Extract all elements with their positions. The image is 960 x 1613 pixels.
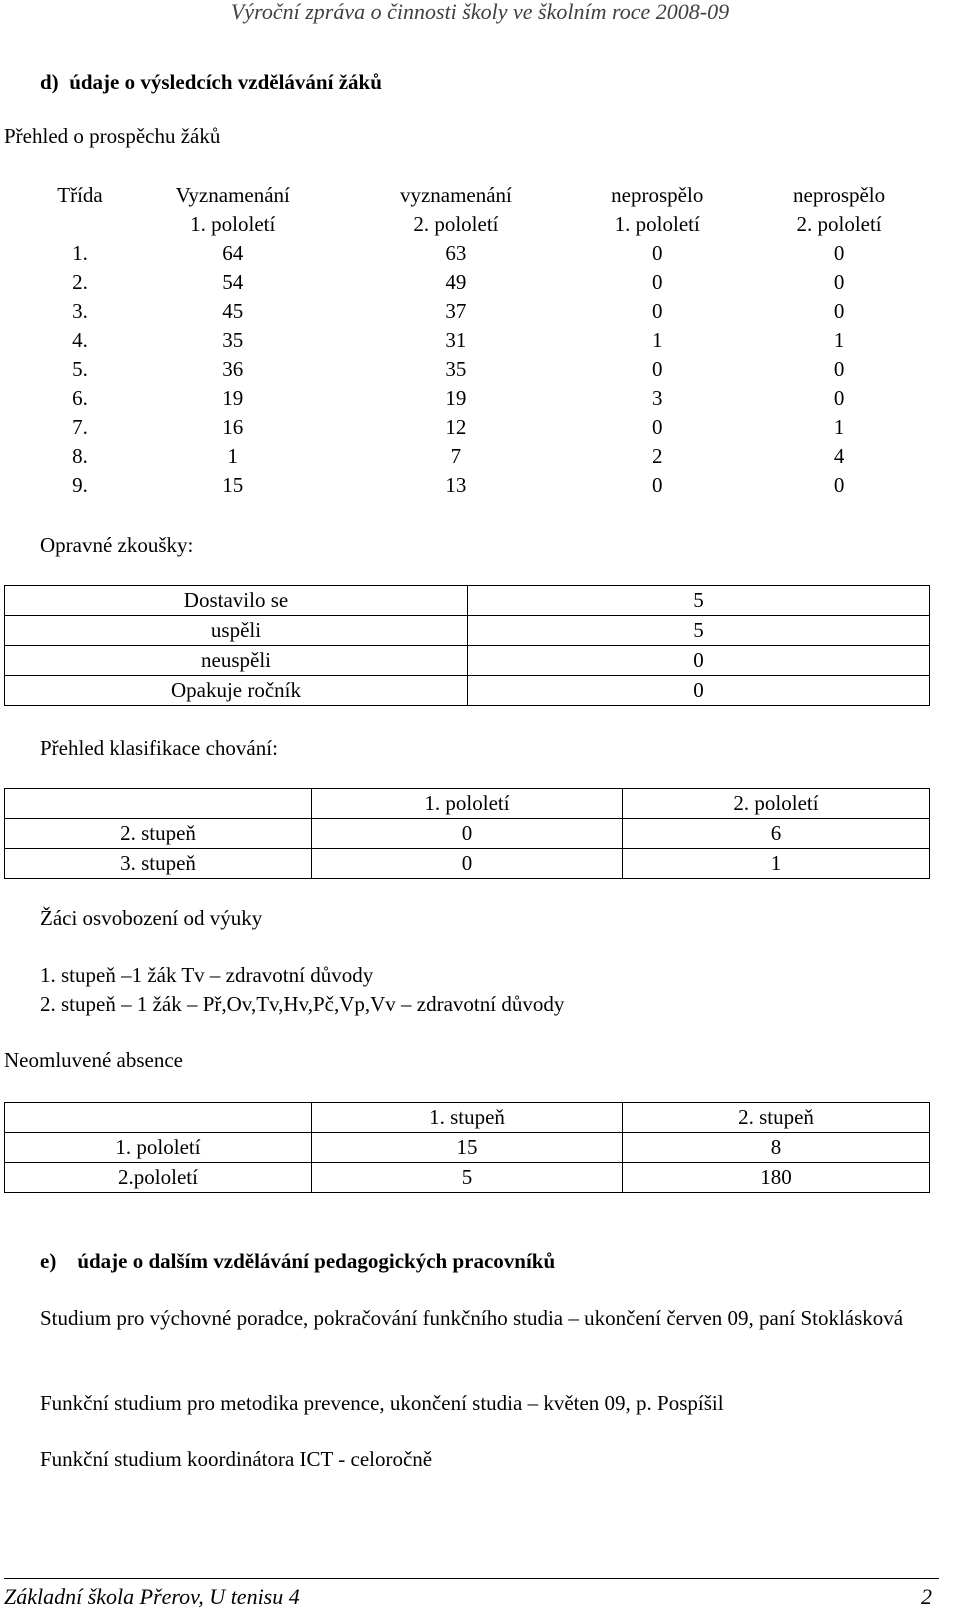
table-cell: 5: [468, 586, 930, 616]
section-e-title: údaje o dalším vzdělávání pedagogických pracovníků: [77, 1249, 556, 1273]
table-cell: 4: [833, 444, 845, 468]
table-cell: 0: [833, 386, 845, 410]
table-cell: Dostavilo se: [5, 586, 468, 616]
table-cell: 0: [468, 646, 930, 676]
table-cell: 0: [652, 357, 663, 381]
header-cell: vyznamenání: [399, 183, 512, 207]
table-cell: 6.: [72, 386, 88, 410]
table-row: [5, 1133, 930, 1163]
table-cell: 54: [222, 270, 244, 294]
header-cell: 1. pololetí: [614, 212, 700, 236]
table-cell: 8.: [72, 444, 88, 468]
table-cell: 8: [623, 1133, 930, 1163]
table-cell: neuspěli: [5, 646, 468, 676]
table-cell: 35: [222, 328, 244, 352]
table-cell: 2.: [72, 270, 88, 294]
table-cell: 1: [623, 849, 930, 879]
table-cell: 1: [652, 328, 663, 352]
table-cell: 19: [445, 386, 467, 410]
table-cell: 0: [833, 241, 845, 265]
table-header-row: [40, 181, 930, 210]
table-header-row: [5, 1103, 930, 1133]
table-row: [5, 616, 930, 646]
header-cell: Třída: [57, 183, 103, 207]
table-cell: 7: [450, 444, 462, 468]
absence-table: [4, 1102, 930, 1193]
section-d-heading: [40, 70, 382, 95]
header-cell: 2. stupeň: [623, 1103, 930, 1133]
table-cell: 1: [833, 415, 845, 439]
table-row: [40, 384, 930, 413]
paragraph: Funkční studium pro metodika prevence, ukončení studia – květen 09, p. Pospíšil: [40, 1391, 724, 1415]
table-cell: 1. pololetí: [5, 1133, 312, 1163]
header-cell: 1. stupeň: [312, 1103, 623, 1133]
table-row: [40, 239, 930, 268]
table-row: [5, 849, 930, 879]
header-cell: neprospělo: [611, 183, 704, 207]
table-row: [5, 646, 930, 676]
chovani-table: [4, 788, 930, 879]
table-cell: 49: [445, 270, 467, 294]
table-cell: 2. stupeň: [5, 819, 312, 849]
table-cell: 0: [652, 299, 663, 323]
table-cell: 1: [227, 444, 238, 468]
table-cell: 15: [222, 473, 244, 497]
header-cell: Vyznamenání: [175, 183, 290, 207]
table-cell: Opakuje ročník: [5, 676, 468, 706]
table-cell: 45: [222, 299, 244, 323]
table-cell: 31: [445, 328, 467, 352]
table-cell: 0: [652, 473, 663, 497]
table-cell: 6: [623, 819, 930, 849]
table-cell: 35: [445, 357, 467, 381]
table-row: [5, 586, 930, 616]
table-cell: 4.: [72, 328, 88, 352]
table-cell: 0: [833, 299, 845, 323]
footer-school: Základní škola Přerov, U tenisu 4: [4, 1584, 300, 1609]
table-cell: 36: [222, 357, 244, 381]
header-cell: [5, 789, 312, 819]
paragraph: Studium pro výchovné poradce, pokračování funkčního studia – ukončení červen 09, paní Stoklásková: [40, 1306, 904, 1330]
table-cell: 5: [312, 1163, 623, 1193]
table-cell: 0: [833, 473, 845, 497]
table-cell: 5: [468, 616, 930, 646]
table-cell: 9.: [72, 473, 88, 497]
table-cell: 63: [445, 241, 467, 265]
table-cell: 3: [652, 386, 663, 410]
osvobozeni-title: Žáci osvobození od výuky: [40, 906, 263, 930]
opravne-title: Opravné zkoušky:: [40, 533, 194, 557]
absence-title: Neomluvené absence: [4, 1048, 184, 1072]
table-cell: 0: [652, 270, 663, 294]
header-cell: 2. pololetí: [796, 212, 882, 236]
header-cell: 2. pololetí: [413, 212, 499, 236]
osvobozeni-item: 2. stupeň – 1 žák – Př,Ov,Tv,Hv,Pč,Vp,Vv – zdravotní důvody: [40, 992, 565, 1016]
table-cell: 180: [623, 1163, 930, 1193]
table-cell: 37: [445, 299, 467, 323]
opravne-table: [4, 585, 930, 706]
table-cell: 7.: [72, 415, 88, 439]
table-cell: 16: [222, 415, 244, 439]
chovani-title: Přehled klasifikace chování:: [40, 736, 278, 760]
table-row: [40, 355, 930, 384]
table-cell: 0: [833, 270, 845, 294]
section-d-letter: d): [40, 70, 59, 94]
table-row: [40, 442, 930, 471]
table-cell: 0: [652, 241, 663, 265]
table-cell: 5.: [72, 357, 88, 381]
prospech-title: Přehled o prospěchu žáků: [4, 124, 221, 148]
paragraph: Funkční studium koordinátora ICT - celoročně: [40, 1447, 433, 1471]
table-cell: 0: [312, 819, 623, 849]
table-row: [40, 268, 930, 297]
table-cell: uspěli: [5, 616, 468, 646]
table-cell: 0: [312, 849, 623, 879]
table-row: [40, 326, 930, 355]
table-row: [40, 471, 930, 500]
table-cell: 2.pololetí: [5, 1163, 312, 1193]
table-row: [40, 413, 930, 442]
page-header: Výroční zpráva o činnosti školy ve školním roce 2008-09: [230, 0, 730, 24]
table-row: [5, 1163, 930, 1193]
header-cell: 1. pololetí: [312, 789, 623, 819]
table-row: [5, 676, 930, 706]
table-cell: 0: [833, 357, 845, 381]
header-cell: 1. pololetí: [190, 212, 276, 236]
table-cell: 1.: [72, 241, 88, 265]
table-row: [5, 819, 930, 849]
section-d-title: údaje o výsledcích vzdělávání žáků: [69, 70, 382, 94]
table-cell: 3.: [72, 299, 88, 323]
footer-divider: [4, 1578, 939, 1579]
table-cell: 0: [652, 415, 663, 439]
header-cell: [5, 1103, 312, 1133]
table-header-row: [5, 789, 930, 819]
table-cell: 3. stupeň: [5, 849, 312, 879]
table-cell: 2: [652, 444, 663, 468]
table-cell: 0: [468, 676, 930, 706]
header-cell: [40, 210, 120, 239]
table-cell: 64: [222, 241, 244, 265]
table-row: [40, 297, 930, 326]
table-cell: 19: [222, 386, 244, 410]
section-e-letter: e): [40, 1249, 57, 1273]
table-cell: 13: [445, 473, 467, 497]
table-cell: 1: [833, 328, 845, 352]
header-cell: neprospělo: [793, 183, 886, 207]
table-header-row: [40, 210, 930, 239]
prospech-table: [40, 181, 930, 500]
header-cell: 2. pololetí: [623, 789, 930, 819]
footer-page-number: 2: [921, 1584, 932, 1609]
table-cell: 15: [312, 1133, 623, 1163]
table-cell: 12: [445, 415, 467, 439]
osvobozeni-item: 1. stupeň –1 žák Tv – zdravotní důvody: [40, 963, 374, 987]
section-e-heading: [40, 1249, 555, 1274]
